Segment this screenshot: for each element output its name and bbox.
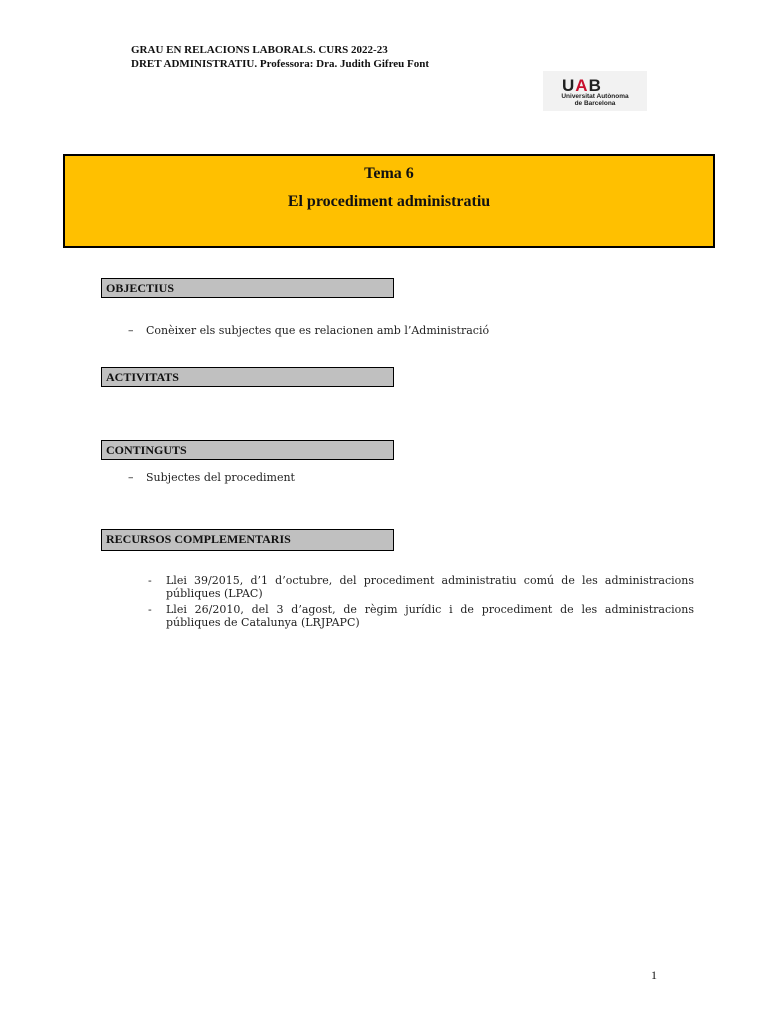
recursos-item-text: Llei 26/2010, del 3 d’agost, de règim jurídic i de procediment de les administracions públiques de Catalunya (LRJPAPC) (166, 603, 694, 629)
topic-number: Tema 6 (364, 165, 414, 182)
section-heading-recursos: RECURSOS COMPLEMENTARIS (101, 529, 394, 551)
bullet-dash: – (128, 471, 134, 484)
topic-title: El procediment administratiu (287, 193, 491, 210)
continguts-item-text: Subjectes del procediment (146, 471, 295, 484)
section-heading-activitats: ACTIVITATS (101, 367, 394, 387)
topic-title-box (63, 154, 715, 248)
uab-logo-mark: UAB (562, 76, 602, 95)
uab-logo-text-line1: Universitat Autònoma (561, 93, 629, 100)
header-subject-line: DRET ADMINISTRATIU. Professora: Dra. Judith Gifreu Font (131, 58, 430, 70)
uab-logo (543, 71, 647, 111)
bullet-hyphen: - (148, 574, 152, 587)
recursos-item-text: Llei 39/2015, d’1 d’octubre, del procediment administratiu comú de les administracions públiques (LPAC) (166, 574, 694, 600)
page-number: 1 (651, 968, 657, 982)
section-heading-continguts: CONTINGUTS (101, 440, 394, 460)
bullet-dash: – (128, 324, 134, 337)
section-heading-objectius: OBJECTIUS (101, 278, 394, 298)
uab-logo-text-line2: de Barcelona (574, 100, 616, 107)
bullet-hyphen: - (148, 603, 152, 616)
document-header (131, 43, 429, 71)
header-course-line: GRAU EN RELACIONS LABORALS. CURS 2022-23 (131, 44, 388, 56)
objectius-item-text: Conèixer els subjectes que es relacionen amb l’Administració (146, 324, 490, 337)
